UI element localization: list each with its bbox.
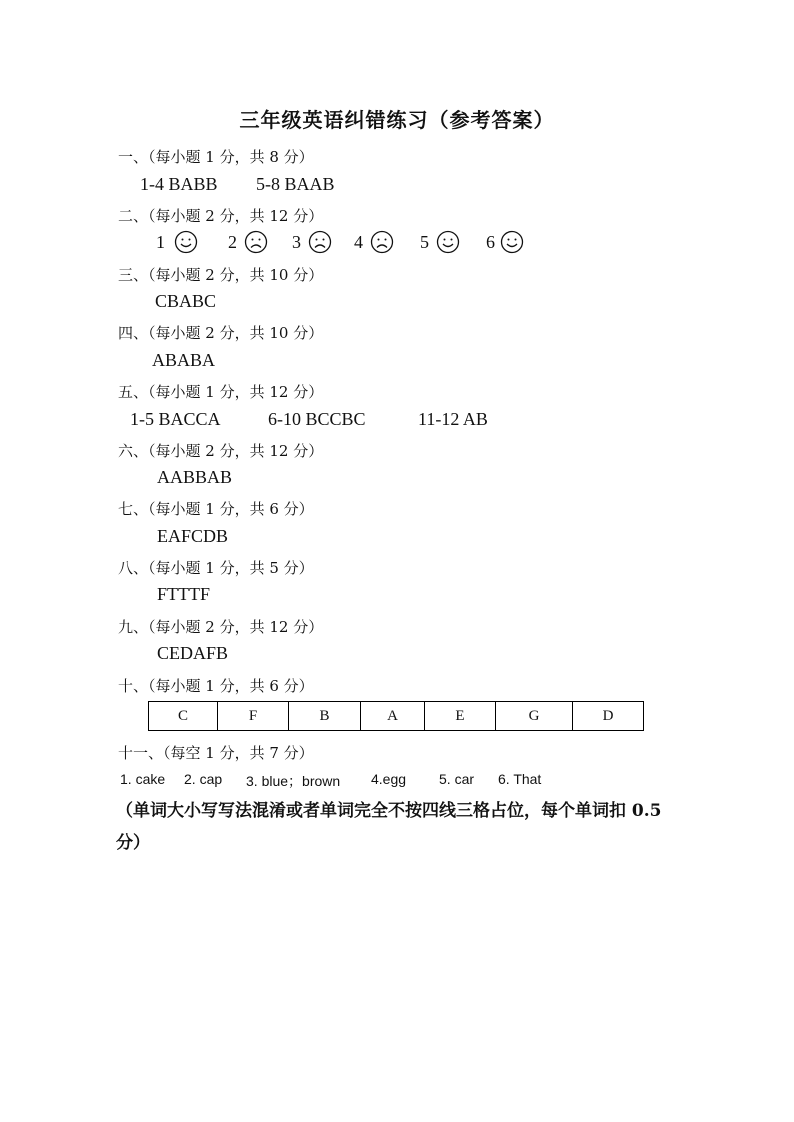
section-1-answer-b: 5-8 BAAB (256, 174, 335, 194)
grading-note: （单词大小写写法混淆或者单词完全不按四线三格占位，每个单词扣 0.5 分） (116, 801, 662, 853)
section-1-answer-a: 1-4 BABB (140, 174, 218, 194)
section-6-answer: AABBAB (157, 467, 233, 487)
section-8-answer: FTTTF (157, 584, 211, 604)
frown-icon (308, 230, 332, 254)
table-cell: A (361, 702, 425, 730)
section-1-heading: 一、（每小题 1 分，共 8 分） (118, 148, 314, 166)
section-11-item-5: 5. car (439, 771, 475, 787)
section-2-heading: 二、（每小题 2 分，共 12 分） (118, 207, 324, 225)
section-3-heading: 三、（每小题 2 分，共 10 分） (118, 266, 324, 284)
section-3-answer: CBABC (155, 291, 217, 311)
face-number-3: 3 (292, 232, 301, 252)
section-5-answer-a: 1-5 BACCA (130, 409, 221, 429)
table-cell: C (149, 702, 218, 730)
face-number-4: 4 (354, 232, 363, 252)
page-title: 三年级英语纠错练习（参考答案） (239, 108, 555, 132)
section-7-heading: 七、（每小题 1 分，共 6 分） (118, 500, 314, 518)
section-11-item-3: 3. blue；brown (246, 773, 341, 789)
section-11-item-2: 2. cap (184, 771, 223, 787)
section-8-heading: 八、（每小题 1 分，共 5 分） (118, 559, 314, 577)
section-5-heading: 五、（每小题 1 分，共 12 分） (118, 383, 324, 401)
smile-icon (500, 230, 524, 254)
table-cell: E (425, 702, 496, 730)
section-9-heading: 九、（每小题 2 分，共 12 分） (118, 618, 324, 636)
face-number-1: 1 (156, 232, 165, 252)
section-9-answer: CEDAFB (157, 643, 229, 663)
face-number-6: 6 (486, 232, 495, 252)
section-4-answer: ABABA (152, 350, 216, 370)
table-cell: G (496, 702, 573, 730)
smile-icon (436, 230, 460, 254)
table-cell: D (602, 707, 614, 724)
section-6-heading: 六、（每小题 2 分，共 12 分） (118, 442, 324, 460)
section-4-heading: 四、（每小题 2 分，共 10 分） (118, 324, 324, 342)
section-11-heading: 十一、（每空 1 分，共 7 分） (118, 744, 314, 762)
section-10-heading: 十、（每小题 1 分，共 6 分） (118, 677, 314, 695)
table-cell: F (218, 702, 289, 730)
section-5-answer-c: 11-12 AB (418, 409, 488, 429)
section-11-item-1: 1. cake (120, 771, 166, 787)
face-number-5: 5 (420, 232, 429, 252)
table-cell: B (289, 702, 361, 730)
section-11-item-4: 4.egg (371, 771, 407, 787)
section-5-answer-b: 6-10 BCCBC (268, 409, 366, 429)
frown-icon (370, 230, 394, 254)
section-11-item-6: 6. That (498, 771, 542, 787)
frown-icon (244, 230, 268, 254)
section-7-answer: EAFCDB (157, 526, 229, 546)
smile-icon (174, 230, 198, 254)
answer-table (148, 701, 644, 731)
face-number-2: 2 (228, 232, 237, 252)
